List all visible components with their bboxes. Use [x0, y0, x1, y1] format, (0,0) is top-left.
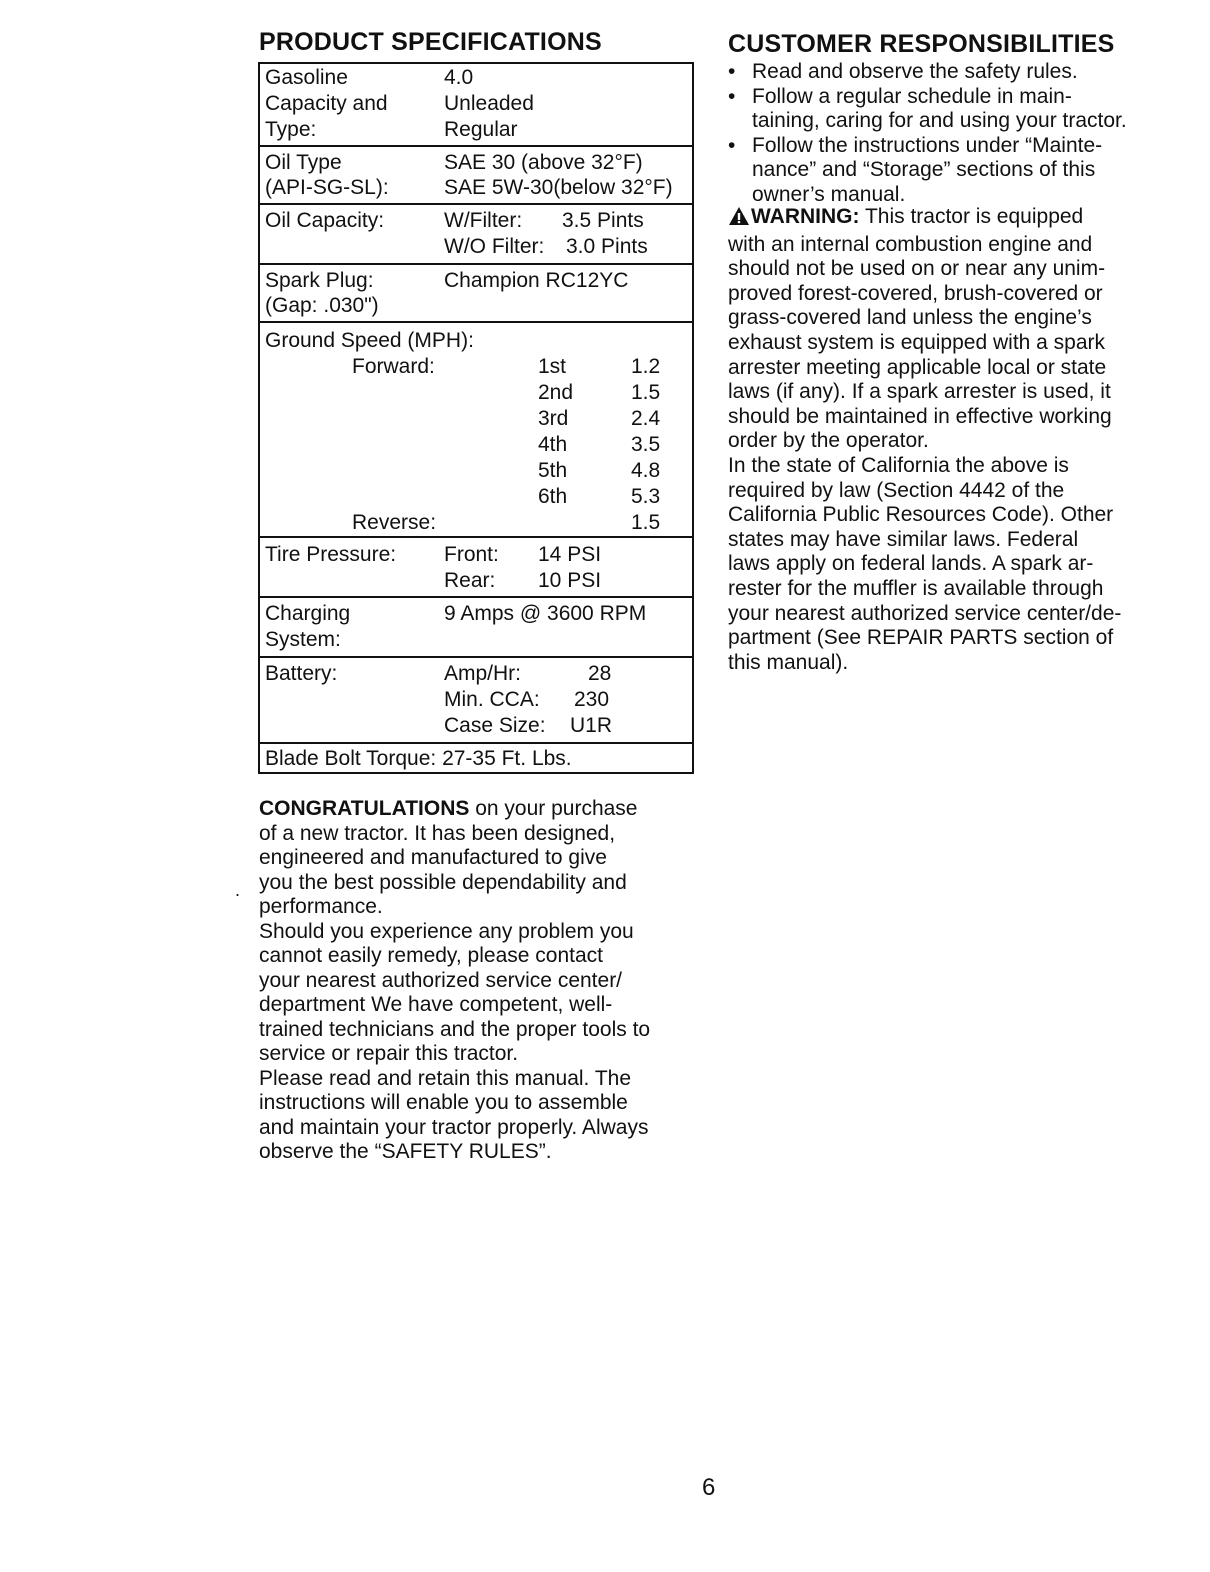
list-item-line: Follow the instructions under “Mainte-	[752, 133, 1103, 157]
congrats-line: you the best possible dependability and	[259, 870, 627, 894]
ground-speed-label: Ground Speed (MPH):	[265, 329, 474, 352]
warning-line: partment (See REPAIR PARTS section of	[728, 626, 1114, 650]
congrats-line: on your purchase	[469, 797, 638, 820]
specifications-table	[258, 62, 694, 774]
spark-plug-label: Spark Plug:	[265, 269, 374, 292]
warning-line: laws (if any). If a spark arrester is used, it	[728, 380, 1111, 404]
warning-line: arrester meeting applicable local or state	[728, 355, 1107, 379]
spark-plug-value: Champion RC12YC	[444, 269, 629, 292]
gear-label: 4th	[538, 433, 568, 456]
gasoline-label-line2: Capacity and	[265, 92, 388, 115]
specifications-heading: PRODUCT SPECIFICATIONS	[259, 28, 602, 56]
list-item	[728, 85, 1178, 134]
list-item-line: taining, caring for and using your tractor.	[752, 109, 1127, 132]
congrats-line: cannot easily remedy, please contact	[259, 944, 603, 967]
congrats-line: department We have competent, well-	[259, 993, 613, 1016]
responsibilities-list	[728, 60, 1178, 207]
spec-row-battery	[260, 658, 692, 744]
bullet-icon: •	[728, 133, 736, 157]
oil-type-label-line1: Oil Type	[265, 151, 342, 174]
list-item-line: owner’s manual.	[752, 182, 906, 206]
warning-line: this manual).	[728, 650, 849, 674]
gasoline-label-line3: Type:	[265, 118, 317, 141]
charging-label-line2: System:	[265, 628, 341, 651]
reverse-label: Reverse:	[352, 511, 437, 534]
oil-capacity-label: Oil Capacity:	[265, 209, 385, 232]
congrats-line: performance.	[259, 895, 383, 918]
charging-label-line1: Charging	[265, 602, 351, 625]
oil-capacity-without-filter-key: W/O Filter:	[444, 235, 545, 258]
list-item-line: nance” and “Storage” sections of this	[752, 158, 1096, 181]
oil-capacity-with-filter-value: 3.5 Pints	[562, 209, 644, 232]
congrats-line: your nearest authorized service center/	[259, 968, 623, 992]
warning-line: rester for the muffler is available through	[728, 576, 1104, 600]
spec-row-tire-pressure	[260, 538, 692, 598]
battery-amphr-value: 28	[588, 662, 612, 685]
gear-label: 6th	[538, 485, 568, 508]
gear-label: 5th	[538, 459, 568, 482]
warning-line: your nearest authorized service center/de-	[728, 601, 1122, 625]
warning-line: should be maintained in effective working	[728, 404, 1112, 428]
oil-type-label-line2: (API-SG-SL):	[265, 176, 389, 199]
gear-speed: 3.5	[631, 433, 661, 456]
warning-line: proved forest-covered, brush-covered or	[728, 281, 1103, 305]
congratulations-paragraph-2	[259, 920, 699, 1067]
charging-value: 9 Amps @ 3600 RPM	[444, 602, 647, 625]
congratulations-paragraph-1	[259, 797, 699, 920]
battery-case-key: Case Size:	[444, 714, 546, 737]
list-item-line: Read and observe the safety rules.	[752, 60, 1078, 83]
tire-front-key: Front:	[444, 543, 499, 566]
gasoline-grade: Regular	[444, 118, 518, 141]
oil-capacity-without-filter-value: 3.0 Pints	[566, 235, 648, 258]
battery-cca-key: Min. CCA:	[444, 688, 540, 711]
congrats-line: observe the “SAFETY RULES”.	[259, 1140, 552, 1163]
congrats-line: Please read and retain this manual. The	[259, 1066, 632, 1090]
gasoline-capacity: 4.0	[444, 66, 474, 89]
warning-line: required by law (Section 4442 of the	[728, 478, 1065, 502]
battery-case-value: U1R	[570, 714, 613, 737]
warning-line: In the state of California the above is	[728, 453, 1069, 477]
congrats-line: and maintain your tractor properly. Always	[259, 1115, 649, 1139]
tire-rear-value: 10 PSI	[538, 569, 602, 592]
warning-line: states may have similar laws. Federal	[728, 527, 1079, 551]
oil-capacity-with-filter-key: W/Filter:	[444, 209, 523, 232]
warning-line: California Public Resources Code). Other	[728, 503, 1114, 527]
spec-row-oil-type	[260, 147, 692, 205]
tire-front-value: 14 PSI	[538, 543, 602, 566]
bullet-icon: •	[728, 60, 736, 83]
tire-pressure-label: Tire Pressure:	[265, 543, 397, 566]
blade-bolt-torque: Blade Bolt Torque: 27-35 Ft. Lbs.	[265, 747, 572, 770]
congrats-line: Should you experience any problem you	[259, 919, 634, 943]
gear-speed: 4.8	[631, 459, 661, 482]
spark-plug-gap: (Gap: .030")	[265, 294, 379, 317]
warning-line: should not be used on or near any unim-	[728, 257, 1106, 281]
congratulations-paragraph-3	[259, 1067, 699, 1165]
warning-line: order by the operator.	[728, 429, 929, 453]
gear-label: 1st	[538, 355, 567, 378]
tire-rear-key: Rear:	[444, 569, 496, 592]
spec-row-charging	[260, 598, 692, 658]
warning-label: WARNING:	[751, 205, 860, 228]
oil-type-below: SAE 5W-30(below 32°F)	[444, 176, 673, 199]
page-number: 6	[702, 1474, 716, 1501]
congratulations-text	[259, 797, 699, 1165]
warning-text	[728, 205, 1178, 675]
forward-label: Forward:	[352, 355, 435, 378]
bullet-icon: •	[728, 84, 736, 108]
warning-line: exhaust system is equipped with a spark	[728, 330, 1106, 354]
warning-triangle-icon	[728, 206, 750, 233]
gear-speed: 1.5	[631, 381, 661, 404]
stray-mark: .	[235, 880, 241, 900]
gear-label: 3rd	[538, 407, 569, 430]
congrats-line: engineered and manufactured to give	[259, 846, 607, 869]
battery-label: Battery:	[265, 662, 338, 685]
spec-row-ground-speed	[260, 323, 692, 538]
gear-speed: 5.3	[631, 485, 661, 508]
spec-row-oil-capacity	[260, 205, 692, 265]
gear-speed: 2.4	[631, 407, 661, 430]
list-item-line: Follow a regular schedule in main-	[752, 84, 1072, 108]
gear-label: 2nd	[538, 381, 574, 404]
warning-line: laws apply on federal lands. A spark ar-	[728, 552, 1094, 576]
congrats-line: trained technicians and the proper tools to	[259, 1017, 651, 1041]
reverse-speed: 1.5	[631, 511, 661, 534]
warning-line: with an internal combustion engine and	[728, 232, 1093, 256]
battery-cca-value: 230	[574, 688, 610, 711]
congrats-line: service or repair this tractor.	[259, 1042, 519, 1065]
spec-row-spark-plug	[260, 265, 692, 323]
gasoline-label-line1: Gasoline	[265, 66, 348, 89]
congrats-line: instructions will enable you to assemble	[259, 1091, 628, 1114]
congratulations-title: CONGRATULATIONS	[259, 797, 470, 820]
warning-line: This tractor is equipped	[859, 205, 1084, 228]
gear-speed: 1.2	[631, 355, 661, 378]
list-item	[728, 134, 1178, 208]
congrats-line: of a new tractor. It has been designed,	[259, 821, 616, 845]
battery-amphr-key: Amp/Hr:	[444, 662, 522, 685]
warning-line: grass-covered land unless the engine’s	[728, 306, 1092, 330]
oil-type-above: SAE 30 (above 32°F)	[444, 151, 643, 174]
spec-row-gasoline	[260, 64, 692, 147]
gasoline-type: Unleaded	[444, 92, 534, 115]
list-item	[728, 60, 1178, 85]
customer-responsibilities-heading: CUSTOMER RESPONSIBILITIES	[728, 30, 1115, 58]
spec-row-blade-bolt	[260, 744, 692, 774]
